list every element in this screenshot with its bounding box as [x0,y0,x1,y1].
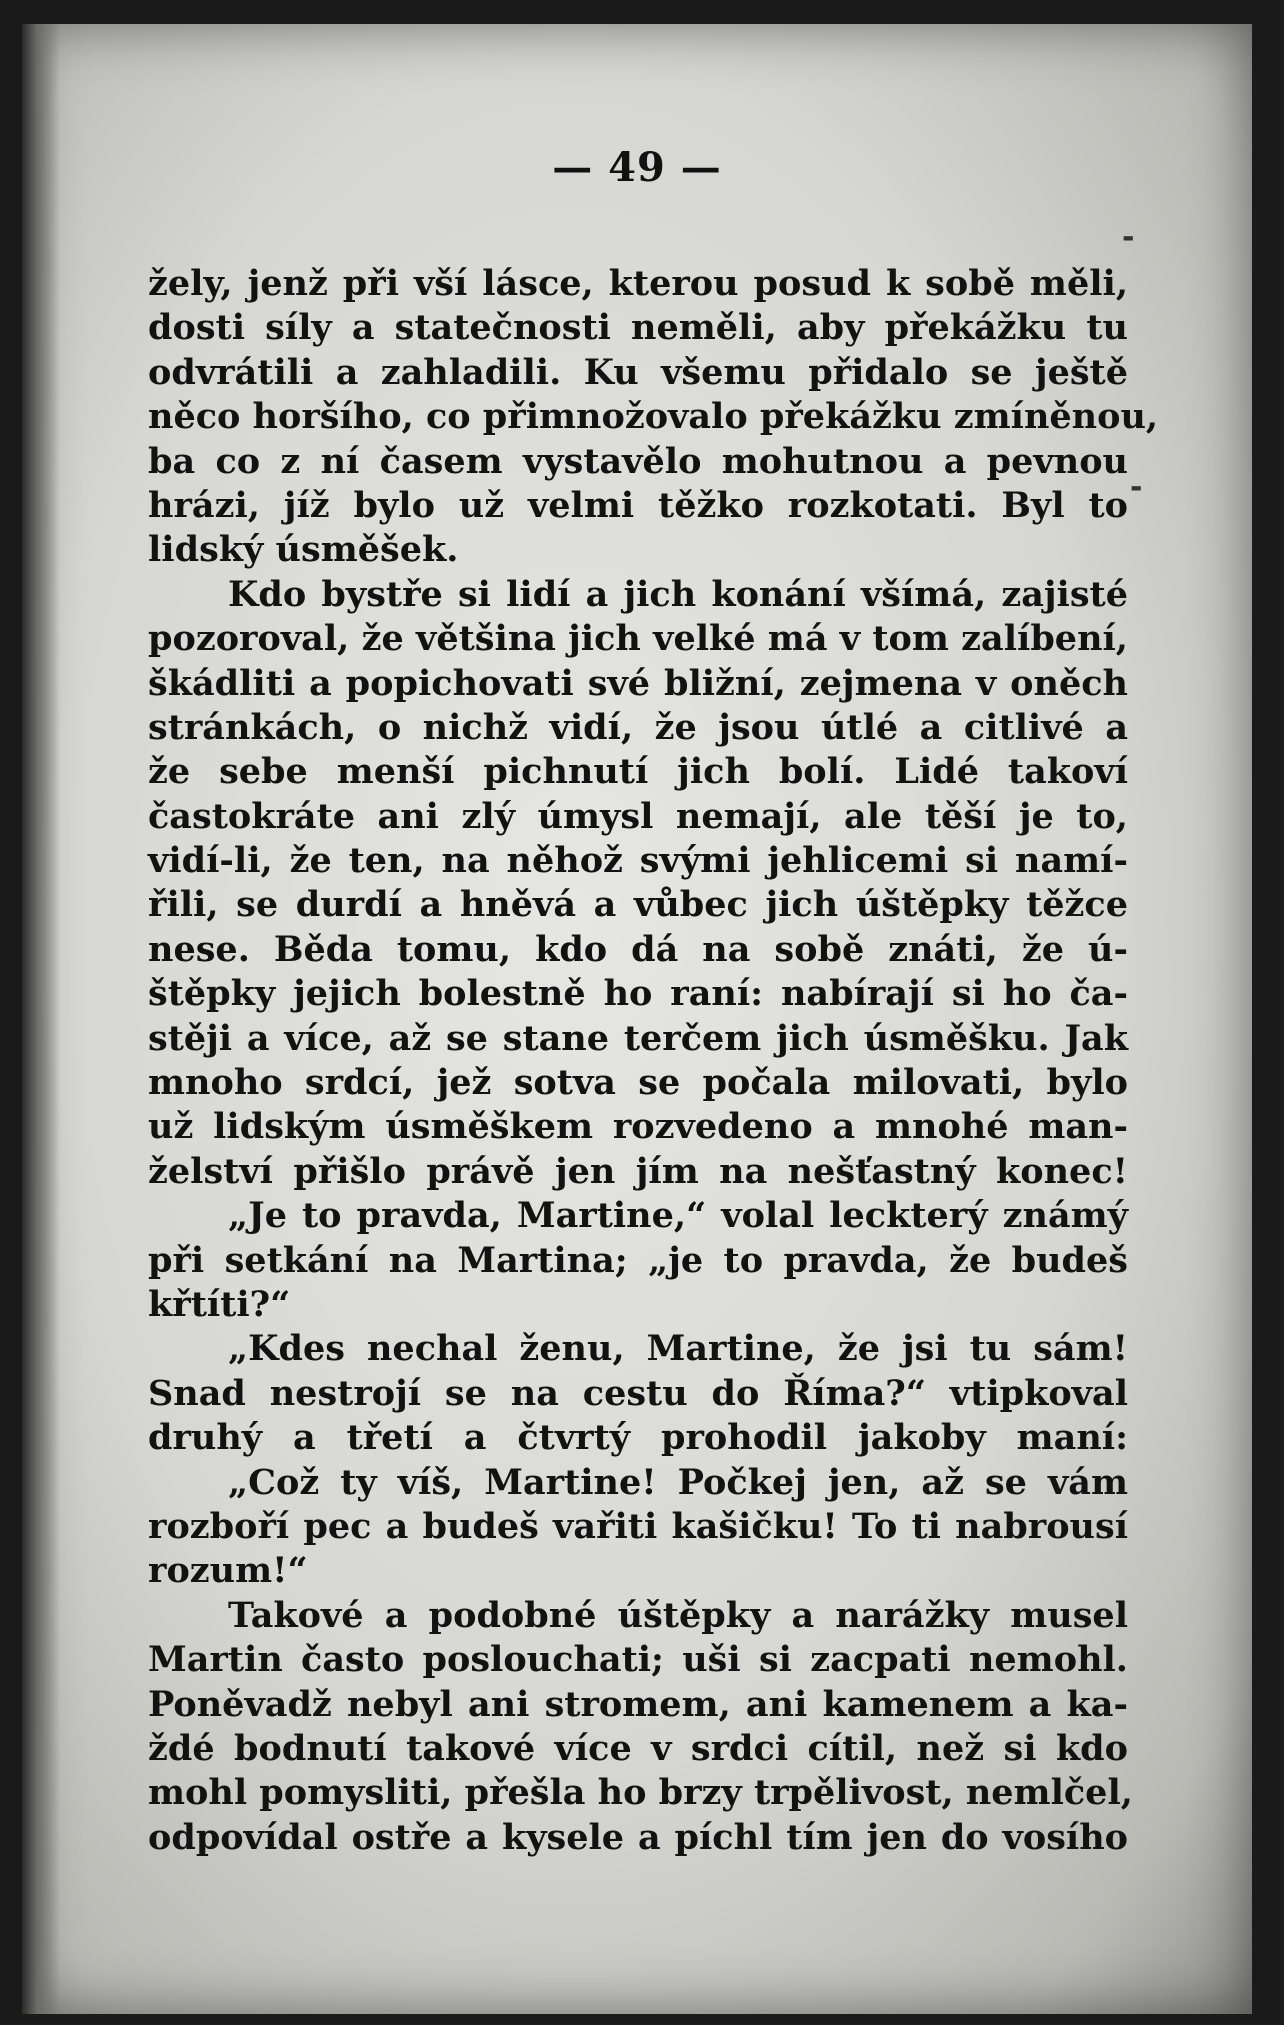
text-line: ždé bodnutí takové více v srdci cítil, než si kdo [148,1727,1128,1769]
text-line: pozoroval, že většina jich velké má v tom zalíbení, [148,618,1128,660]
text-line: rozum!“ [148,1550,308,1592]
text-line: odpovídal ostře a kysele a píchl tím jen do vosího [148,1816,1128,1858]
body-text [148,262,1159,1860]
text-line: při setkání na Martina; „je to pravda, že budeš [148,1239,1128,1281]
margin-dash-mark: - [1130,470,1143,505]
text-line: nese. Běda tomu, kdo dá na sobě znáti, že ú- [148,928,1128,970]
text-line: mnoho srdcí, jež sotva se počala milovati, bylo [148,1062,1128,1104]
text-line: odvrátili a zahladili. Ku všemu přidalo se ještě [148,351,1128,393]
book-spine-shadow [22,24,60,2014]
text-line: řili, se durdí a hněvá a vůbec jich úštěpky těžce [148,884,1128,926]
text-line: křtíti?“ [148,1283,291,1325]
text-line: stránkách, o nichž vidí, že jsou útlé a citlivé a [148,706,1128,748]
text-line: „Je to pravda, Martine,“ volal leckterý známý [228,1195,1128,1237]
text-line: škádliti a popichovati své bližní, zejmena v oněch [148,662,1128,704]
text-line: mohl pomysliti, přešla ho brzy trpělivost, nemlčel, [148,1772,1133,1814]
text-line: ba co z ní časem vystavělo mohutnou a pevnou [148,440,1128,482]
text-line: Takové a podobné úštěpky a narážky musel [228,1594,1128,1636]
text-line: Kdo bystře si lidí a jich konání všímá, zajisté [228,573,1128,615]
text-line: „Kdes nechal ženu, Martine, že jsi tu sám! [228,1328,1128,1370]
text-line: stěji a více, až se stane terčem jich úsměšku. Jak [148,1017,1128,1059]
text-line: štěpky jejich bolestně ho raní: nabírají si ho ča- [148,973,1128,1015]
text-line: Snad nestrojí se na cestu do Říma?“ vtipkoval [148,1372,1128,1414]
page-number: — 49 — [552,144,722,191]
text-line: Martin často poslouchati; uši si zacpati nemohl. [148,1639,1128,1681]
margin-dash-mark: - [1122,220,1135,255]
text-line: lidský úsměšek. [148,529,459,571]
text-line: častokráte ani zlý úmysl nemají, ale těší je to, [148,795,1128,837]
text-line: vidí-li, že ten, na něhož svými jehlicemi si namí- [148,840,1128,882]
text-line: dosti síly a statečnosti neměli, aby překážku tu [148,307,1128,349]
text-line: rozboří pec a budeš vařiti kašičku! To ti nabrousí [148,1505,1128,1547]
text-line: želství přišlo právě jen jím na nešťastný konec! [148,1150,1128,1192]
text-line: už lidským úsměškem rozvedeno a mnohé man- [148,1106,1128,1148]
text-line: druhý a třetí a čtvrtý prohodil jakoby maní: [148,1417,1128,1459]
text-line: žely, jenž při vší lásce, kterou posud k sobě měli, [148,263,1128,304]
text-line: že sebe menší pichnutí jich bolí. Lidé takoví [148,751,1128,793]
text-line: „Což ty víš, Martine! Počkej jen, až se vám [228,1461,1128,1503]
book-page [22,24,1252,2014]
text-line: hrázi, jíž bylo už velmi těžko rozkotati. Byl to [148,484,1128,526]
text-line: něco horšího, co přimnožovalo překážku zmíněnou, [148,396,1159,438]
text-line: Poněvadž nebyl ani stromem, ani kamenem a ka- [148,1683,1128,1725]
